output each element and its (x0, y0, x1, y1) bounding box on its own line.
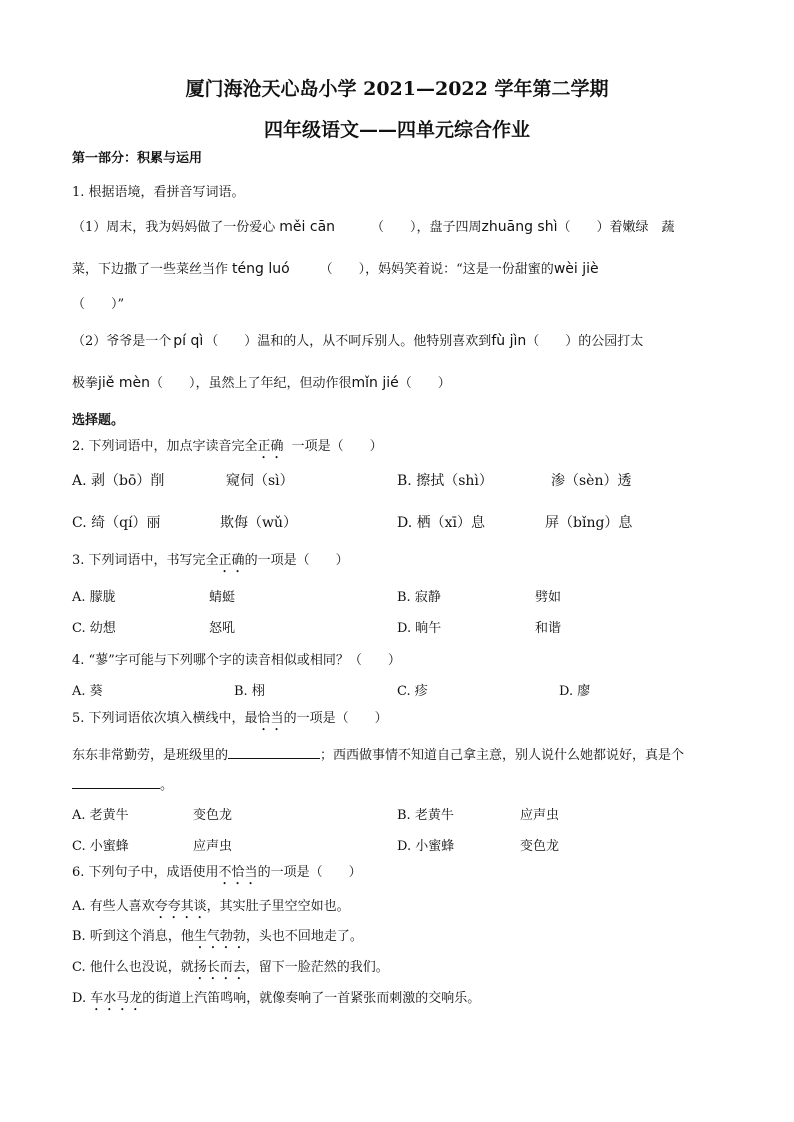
q4-option-d: D. 廖 (559, 684, 591, 699)
q2-stem: 2. 下列词语中，加点字读音完全正确 一项是（ ） (72, 439, 383, 454)
q2-option-d: D. 栖（xī）息 (397, 515, 485, 531)
q3-stem: 3. 下列词语中，书写完全正确的一项是（ ） (72, 553, 349, 568)
q4-option-c: C. 疹 (397, 684, 428, 699)
page-subtitle: 四年级语文——四单元综合作业 (263, 119, 530, 141)
q6-option-c: C. 他什么也没说，就扬长而去，留下一脸茫然的我们。 (72, 960, 389, 975)
q2-option-b: B. 擦拭（shì） (397, 473, 493, 489)
q5-option-a: A. 老黄牛 (72, 808, 129, 823)
q5-context-line2: 。 (72, 776, 173, 795)
q5-context-line1: 东东非常勤劳，是班级里的 ；西西做事情不知道自己拿主意，别人说什么她都说好，真是个 (72, 748, 685, 763)
q2-option-a: A. 剥（bō）削 (72, 473, 165, 489)
q4-stem: 4. “蓼”字可能与下列哪个字的读音相似或相同？（ ） (72, 653, 401, 668)
q2-option-a-word2: 窥伺（sì） (226, 473, 294, 489)
q5-option-a-word2: 变色龙 (193, 808, 233, 823)
q5-option-d: D. 小蜜蜂 (397, 839, 455, 854)
q5-blank-2 (72, 776, 160, 789)
q5-option-c: C. 小蜜蜂 (72, 839, 129, 854)
q3-option-a-word2: 蜻蜓 (209, 590, 236, 605)
q2-option-c: C. 绮（qí）丽 (72, 515, 161, 531)
q5-option-b: B. 老黄牛 (397, 808, 454, 823)
q5-option-b-word2: 应声虫 (520, 808, 560, 823)
q4-option-a: A. 葵 (72, 684, 103, 699)
q3-option-c: C. 幼想 (72, 621, 116, 636)
q5-option-d-word2: 变色龙 (520, 839, 560, 854)
q3-option-b-word2: 劈如 (535, 590, 562, 605)
choice-heading: 选择题。 (72, 413, 125, 428)
q6-option-d: D. 车水马龙的街道上汽笛鸣响，就像奏响了一首紧张而刺激的交响乐。 (72, 991, 481, 1006)
q3-option-d-word2: 和谐 (535, 621, 562, 636)
q3-option-a: A. 朦胧 (72, 590, 116, 605)
q2-option-c-word2: 欺侮（wǔ） (220, 515, 297, 531)
q2-option-b-word2: 渗（sèn）透 (551, 473, 632, 489)
q1-s2-line2: 极拳jiě mèn（ ），虽然上了年纪，但动作很mǐn jié（ ） (72, 375, 451, 391)
q4-option-b: B. 栩 (234, 684, 265, 699)
q5-stem: 5. 下列词语依次填入横线中，最恰当的一项是（ ） (72, 711, 388, 726)
q1-s1-line1: （1）周末，我为妈妈做了一份爱心 měi cān （ ），盘子四周zhuāng shì（ ）着嫩绿 蔬 (72, 219, 675, 235)
q6-stem: 6. 下列句子中，成语使用不恰当的一项是（ ） (72, 865, 362, 880)
q1-s2-line1: （2）爷爷是一个 pí qì （ ）温和的人，从不呵斥别人。他特别喜欢到fù jìn（ ）的公园打太 (72, 333, 644, 349)
q2-option-d-word2: 屏（bǐng）息 (545, 515, 633, 531)
page-title: 厦门海沧天心岛小学 2021—2022 学年第二学期 (185, 78, 609, 100)
q1-stem: 1. 根据语境，看拼音写词语。 (72, 185, 245, 200)
section-heading: 第一部分：积累与运用 (72, 151, 203, 166)
q6-option-b: B. 听到这个消息，他生气勃勃，头也不回地走了。 (72, 929, 363, 944)
q1-s1-line2: 菜，下边撒了一些菜丝当作 téng luó （ ），妈妈笑着说：“这是一份甜蜜的wèi jiè (72, 261, 599, 277)
q1-s1-line3: （ ）” (72, 297, 125, 312)
q5-option-c-word2: 应声虫 (193, 839, 233, 854)
q5-blank-1 (228, 746, 320, 759)
q3-option-b: B. 寂静 (397, 590, 441, 605)
q3-option-c-word2: 怒吼 (209, 621, 236, 636)
q6-option-a: A. 有些人喜欢夸夸其谈，其实肚子里空空如也。 (72, 899, 350, 914)
q3-option-d: D. 晌午 (397, 621, 442, 636)
